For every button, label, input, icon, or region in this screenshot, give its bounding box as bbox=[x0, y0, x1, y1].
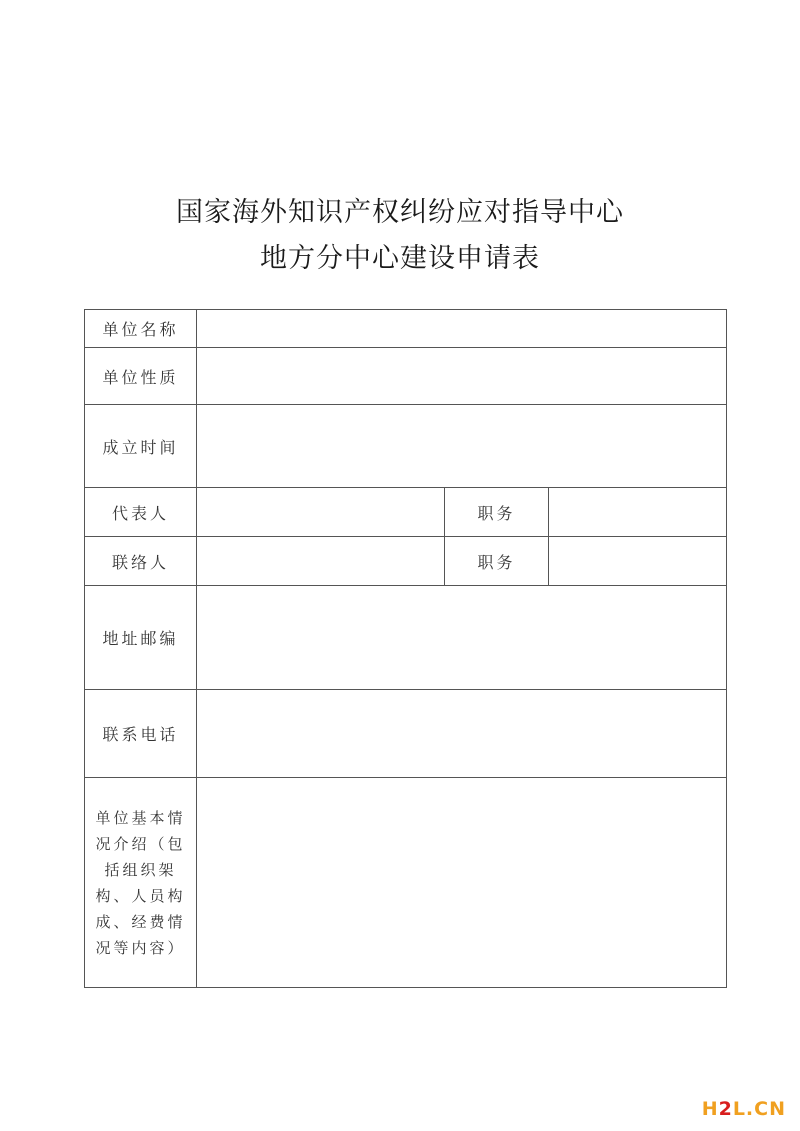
watermark-part-lcn: L.CN bbox=[732, 1098, 786, 1120]
row-unit-name bbox=[85, 310, 727, 348]
contact-person-label: 联络人 bbox=[85, 537, 197, 586]
representative-position-field[interactable] bbox=[549, 488, 727, 537]
address-postcode-field[interactable] bbox=[197, 586, 727, 690]
phone-label: 联系电话 bbox=[85, 690, 197, 778]
unit-intro-field[interactable] bbox=[197, 778, 727, 988]
row-contact-person bbox=[85, 537, 727, 586]
form-title-line-2: 地方分中心建设申请表 bbox=[260, 243, 540, 274]
application-form-table bbox=[84, 309, 727, 988]
established-time-field[interactable] bbox=[197, 405, 727, 488]
contact-position-label: 职务 bbox=[445, 537, 549, 586]
representative-position-label: 职务 bbox=[445, 488, 549, 537]
unit-nature-field[interactable] bbox=[197, 348, 727, 405]
representative-field[interactable] bbox=[197, 488, 445, 537]
unit-intro-label bbox=[85, 778, 197, 988]
unit-intro-label-line: 单位基本情 bbox=[95, 808, 186, 827]
site-watermark-logo bbox=[702, 1098, 786, 1120]
unit-intro-label-line: 构、人员构 bbox=[95, 886, 186, 905]
established-time-label: 成立时间 bbox=[85, 405, 197, 488]
unit-intro-label-line: 况等内容） bbox=[95, 938, 186, 957]
watermark-part-h: H bbox=[701, 1098, 719, 1120]
row-address-postcode bbox=[85, 586, 727, 690]
row-representative bbox=[85, 488, 727, 537]
form-title-line-1: 国家海外知识产权纠纷应对指导中心 bbox=[176, 197, 624, 228]
row-established-time bbox=[85, 405, 727, 488]
unit-intro-label-line: 括组织架 bbox=[104, 860, 177, 879]
row-phone bbox=[85, 690, 727, 778]
phone-field[interactable] bbox=[197, 690, 727, 778]
unit-intro-label-line: 成、经费情 bbox=[95, 912, 186, 931]
address-postcode-label: 地址邮编 bbox=[85, 586, 197, 690]
unit-name-label: 单位名称 bbox=[85, 310, 197, 348]
contact-person-field[interactable] bbox=[197, 537, 445, 586]
row-unit-intro bbox=[85, 778, 727, 988]
unit-intro-label-line: 况介绍（包 bbox=[95, 834, 186, 853]
unit-name-field[interactable] bbox=[197, 310, 727, 348]
representative-label: 代表人 bbox=[85, 488, 197, 537]
contact-position-field[interactable] bbox=[549, 537, 727, 586]
watermark-part-2: 2 bbox=[718, 1098, 733, 1120]
unit-nature-label: 单位性质 bbox=[85, 348, 197, 405]
row-unit-nature bbox=[85, 348, 727, 405]
